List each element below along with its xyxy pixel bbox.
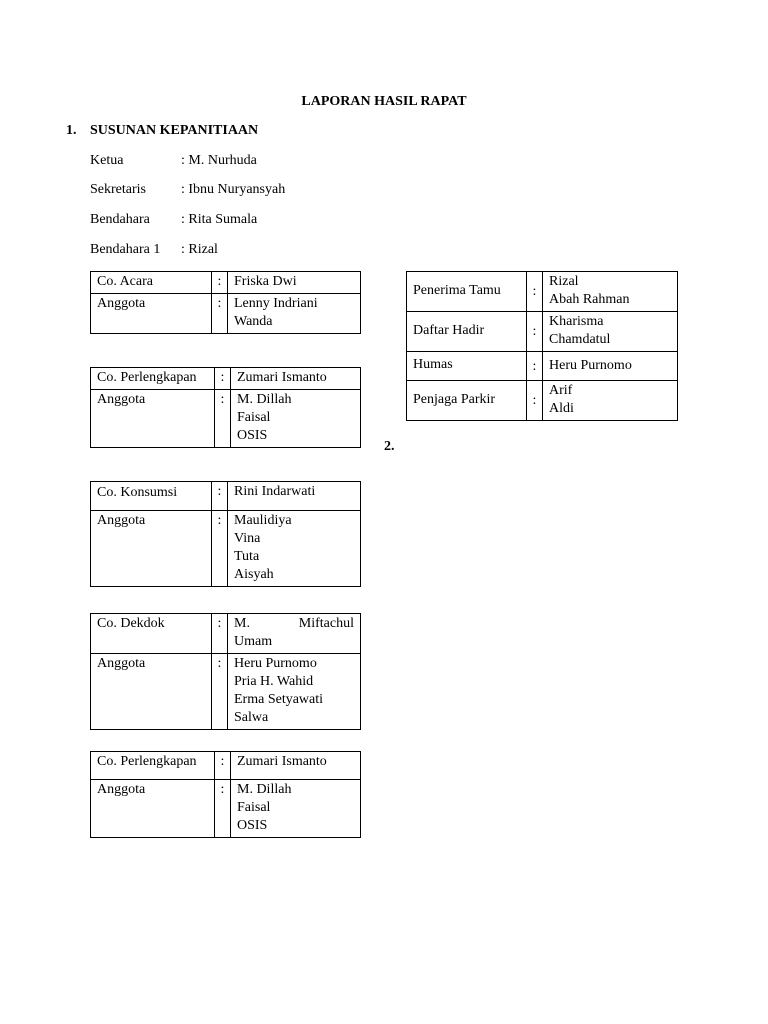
officer-row-ketua <box>90 153 257 169</box>
separator: : <box>527 352 543 381</box>
member-name: M. Dillah <box>237 392 292 407</box>
separator: : <box>215 752 231 780</box>
member-name: Faisal <box>237 800 271 815</box>
co-name: Rini Indarwati <box>228 482 361 511</box>
separator: : <box>527 381 543 421</box>
member-name: Tuta <box>234 549 260 564</box>
officer-role: Bendahara <box>90 212 150 227</box>
member-list <box>231 780 361 838</box>
member-label: Anggota <box>91 511 212 587</box>
officer-name: : Ibnu Nuryansyah <box>181 182 286 197</box>
table-perlengkapan-2 <box>90 751 361 838</box>
separator: : <box>212 272 228 294</box>
member-name: Abah Rahman <box>549 292 630 307</box>
separator: : <box>212 614 228 654</box>
member-name: Aisyah <box>234 567 274 582</box>
separator: : <box>527 272 543 312</box>
co-name-cont: Umam <box>234 634 273 649</box>
officer-name: : Rita Sumala <box>181 212 258 227</box>
member-name: Wanda <box>234 314 273 329</box>
role-names <box>543 352 678 381</box>
table-row <box>407 272 678 312</box>
co-name <box>228 614 361 654</box>
section-1-label: SUSUNAN KEPANITIAAN <box>90 123 259 138</box>
member-list <box>231 390 361 448</box>
separator: : <box>215 780 231 838</box>
co-label: Co. Acara <box>91 272 212 294</box>
member-name: Vina <box>234 531 261 546</box>
member-name: OSIS <box>237 428 268 443</box>
co-label: Co. Konsumsi <box>91 482 212 511</box>
table-konsumsi <box>90 481 361 587</box>
member-name: Erma Setyawati <box>234 692 324 707</box>
role-label: Humas <box>407 352 527 381</box>
member-name: Chamdatul <box>549 332 611 347</box>
table-right-committee <box>406 271 678 421</box>
member-label: Anggota <box>91 780 215 838</box>
member-name: Pria H. Wahid <box>234 674 314 689</box>
separator: : <box>215 368 231 390</box>
member-name: Aldi <box>549 401 574 416</box>
table-dekdok <box>90 613 361 730</box>
table-perlengkapan <box>90 367 361 448</box>
member-name: Arif <box>549 383 573 398</box>
table-acara <box>90 271 361 334</box>
officer-role: Bendahara 1 <box>90 242 161 257</box>
co-label: Co. Perlengkapan <box>91 368 215 390</box>
role-label: Daftar Hadir <box>407 312 527 352</box>
separator: : <box>212 294 228 334</box>
member-name: Heru Purnomo <box>234 656 317 671</box>
co-label: Co. Perlengkapan <box>91 752 215 780</box>
member-name: Kharisma <box>549 314 604 329</box>
co-name: Zumari Ismanto <box>231 752 361 780</box>
officer-role: Sekretaris <box>90 182 146 197</box>
role-names <box>543 272 678 312</box>
officer-name: : M. Nurhuda <box>181 153 257 168</box>
member-label: Anggota <box>91 390 215 448</box>
member-name: Heru Purnomo <box>549 357 632 373</box>
co-name-part: M. <box>234 616 250 631</box>
section-1-number: 1. <box>66 123 77 138</box>
member-name: M. Dillah <box>237 782 292 797</box>
co-name-part: Miftachul <box>298 616 354 631</box>
member-name: Rizal <box>549 274 579 289</box>
role-label: Penerima Tamu <box>407 272 527 312</box>
co-name: Friska Dwi <box>228 272 361 294</box>
role-label: Penjaga Parkir <box>407 381 527 421</box>
table-row <box>407 352 678 381</box>
officer-role: Ketua <box>90 153 124 168</box>
document-title: LAPORAN HASIL RAPAT <box>301 94 467 109</box>
member-name: Maulidiya <box>234 513 292 528</box>
role-names <box>543 312 678 352</box>
member-name: Faisal <box>237 410 271 425</box>
co-name: Zumari Ismanto <box>231 368 361 390</box>
member-list <box>228 654 361 730</box>
officer-row-sekretaris <box>90 182 285 198</box>
member-list <box>228 294 361 334</box>
member-name: Salwa <box>234 710 269 725</box>
table-row <box>407 381 678 421</box>
officer-row-bendahara <box>90 212 257 228</box>
member-name: Lenny Indriani <box>234 296 318 311</box>
separator: : <box>212 654 228 730</box>
table-row <box>407 312 678 352</box>
co-label: Co. Dekdok <box>91 614 212 654</box>
officer-row-bendahara-1 <box>90 242 218 258</box>
separator: : <box>212 511 228 587</box>
separator: : <box>527 312 543 352</box>
member-label: Anggota <box>91 654 212 730</box>
separator: : <box>212 482 228 511</box>
officer-name: : Rizal <box>181 242 218 257</box>
role-names <box>543 381 678 421</box>
member-label: Anggota <box>91 294 212 334</box>
member-list <box>228 511 361 587</box>
member-name: OSIS <box>237 818 268 833</box>
separator: : <box>215 390 231 448</box>
section-2-number: 2. <box>384 439 395 454</box>
section-1-heading <box>66 123 258 139</box>
